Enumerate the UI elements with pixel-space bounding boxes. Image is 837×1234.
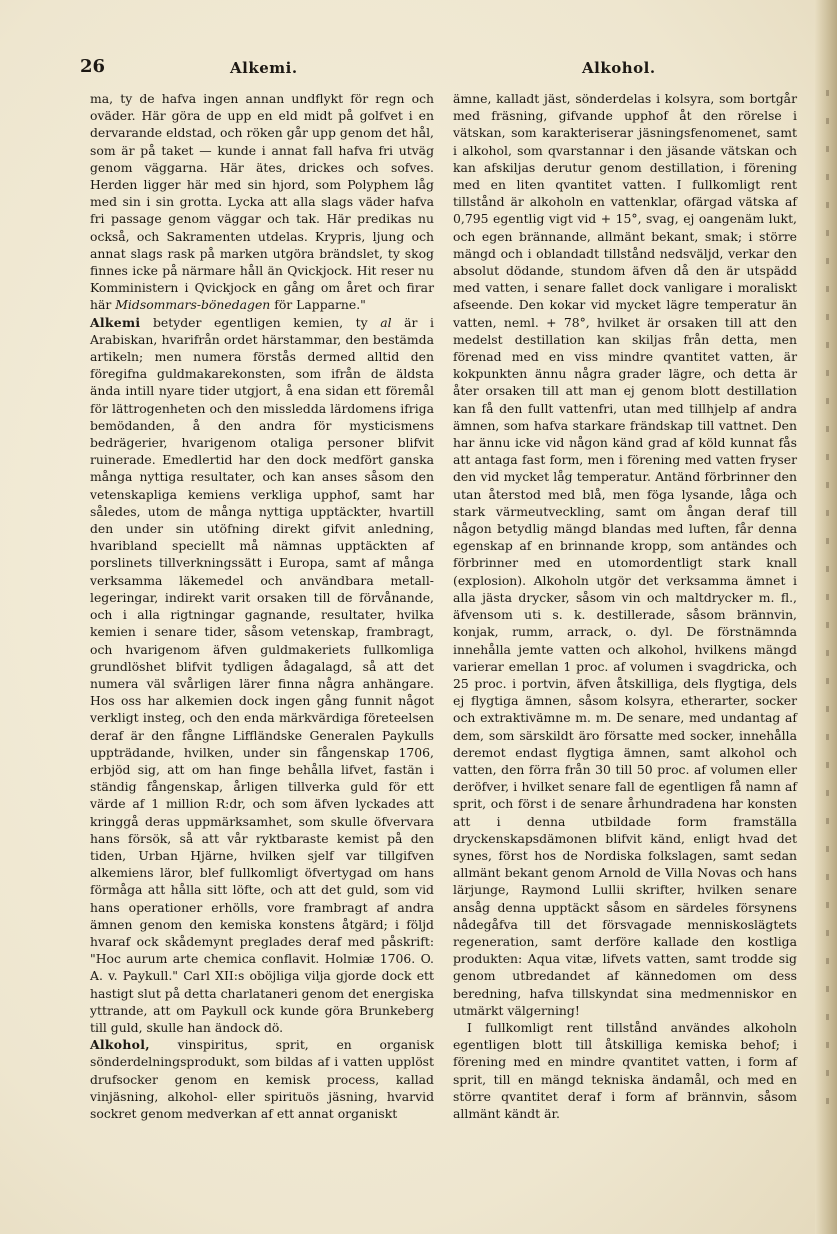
paragraph-text: vinspiritus, sprit, en organisk sönderdelningsprodukt, som bildas af i vatten upplöst drufsocker genom en kemisk process, kallad vinjäsning, alkohol- eller spirituös jäsning, hvarvid sockret genom medverkan af ett annat organiskt (90, 1037, 434, 1121)
right-column (453, 90, 797, 1122)
paragraph-continuation (90, 90, 434, 314)
italic-term: al (380, 314, 392, 330)
paragraph-text: betyder egentligen kemien, ty (153, 314, 368, 330)
left-column (90, 90, 434, 1122)
running-head-right: Alkohol. (582, 59, 656, 77)
entry-alkohol (90, 1036, 434, 1122)
paragraph-text: är i Arabiskan, hvarifrån ordet härstammar, den bestämda artikeln; men numera förstås dermed alltid den föregifna guldmakarekonsten, som ifrån de äldsta ända intill nyare tider utgjort, å ena sidan ett föremål för lättrogenheten och den missledda lärdomens ifriga bemödanden, å den andra för mysticismens bedrägerier, hvarigenom otaliga personer blifvit ruinerade. Emedlertid har den dock medfört ganska många nyttiga resultater, och kan anses såsom den vetenskapliga kemiens verkliga upphof, samt har således, utom de många nyttiga upptäckter, hvartill den under sin utöfning direkt gifvit anledning, hvaribland speciellt må nämnas upptäckten af porslinets tillverkningssätt i Europa, samt af många verksamma läkemedel och användbara metall-legeringar, indirekt varit orsaken till de förvånande, och i alla rigtningar gagnande, resultater, hvilka kemien i senare tider, såsom vetenskap, frambragt, och hvarigenom äfven guldmakeriets fullkomliga grundlöshet blifvit tydligen ådagalagd, så att det numera väl svårligen lärer finna några anhängare. Hos oss har alkemien dock ingen gång funnit något verkligt insteg, och den enda märkvärdiga företeelsen deraf är den fångne Liffländske Generalen Paykulls uppträdande, hvilken, under sin fångenskap 1706, erbjöd sig, att om han finge behålla lifvet, fastän i ständig fångenskap, årligen tillverka guld för ett värde af 1 million R:dr, och som äfven lyckades att kringgå deras uppmärksamhet, som skulle öfvervara hans försök, så att vår ryktbaraste kemist på den tiden, Urban Hjärne, hvilken sjelf var tillgifven alkemiens läror, blef fullkomligt öfvertygad om hans förmåga att hålla sitt löfte, och att det guld, som vid hans operationer erhölls, vore frambragt af andra ämnen genom den kemiska konstens åtgärd; i följd hvaraf ock skådemynt preglades deraf med påskrift: "Hoc aurum arte chemica conflavit. Holmiæ 1706. O. A. v. Paykull." Carl XII:s oböjliga vilja gjorde dock ett hastigt slut på detta charlataneri genom det energiska yttrande, att om Paykull ock kunde göra Brunkeberg till guld, skulle han ändock dö. (90, 314, 434, 1035)
entry-alkemi (90, 314, 434, 1037)
paragraph-continuation: ämne, kalladt jäst, sönderdelas i kolsyra, som bortgår med fräsning, gifvande upphof åt den rörelse i vätskan, som karakteriserar jäsningsfenomenet, samt i alkohol, som qvarstannar i den jäsande vätskan och kan afskiljas derutur genom destillation, i förening med en liten qvantitet vatten. I fullkomligt rent tillstånd är alkoholn en vattenklar, ofärgad vätska af 0,795 egentlig vigt vid + 15°, svag, ej oangenäm lukt, och egen brännande, allmänt bekant, smak; i större mängd och i oblandadt tillstånd nedsväljd, verkar den absolut dödande, stundom äfven då den är utspädd med vatten, i senare fallet dock vanligare i moraliskt afseende. Den kokar vid mycket lägre temperatur än vatten, neml. + 78°, hvilket är orsaken till att den medelst destillation kan skiljas från detta, men förenad med en viss mindre qvantitet vatten, är kokpunkten ännu några grader lägre, och detta är åter orsaken till att man ej genom blott destillation kan få den fullt vattenfri, utan med tillhjelp af andra ämnen, som hafva starkare frändskap till vattnet. Den har ännu icke vid någon känd grad af köld kunnat fås att antaga fast form, men i förening med vatten fryser den vid mycket låg temperatur. Antänd förbrinner den utan återstod med blå, men föga lysande, låga och stark värmeutveckling, samt om ångan deraf till någon betydlig mängd blandas med luften, får denna egenskap af en brinnande kropp, som antändes och förbrinner med en utomordentligt stark knall (explosion). Alkoholn utgör det verksamma ämnet i alla jästa drycker, såsom vin och maltdrycker m. fl., äfvensom uti s. k. destillerade, såsom brännvin, konjak, rumm, arrack, o. dyl. De förstnämnda innehålla jemte vatten och alkohol, hvilkens mängd varierar emellan 1 proc. af volumen i svagdricka, och 25 proc. i portvin, äfven åtskilliga, dels flygtiga, dels ej flygtiga ämnen, såsom kolsyra, etherarter, socker och extraktivämne m. m. De senare, med undantag af dem, som särskildt äro försatte med socker, innehålla deremot endast flygtiga ämnen, samt alkohol och vatten, den förra från 30 till 50 proc. af volumen eller deröfver, i hvilket senare fall de egentligen få namn af sprit, och först i de senare århundradena har konsten att i denna utbildade form framställa dryckenskapsdämonen blifvit känd, enligt hvad det synes, först hos de Nordiska folkslagen, samt sedan allmänt bekant genom Arnold de Villa Novas och hans lärjunge, Raymond Lullii skrifter, hvilken senare ansåg denna upptäckt såsom en särdeles försynens nådegåfva till det försvagade menniskoslägtets regeneration, samt derföre kallade den kostliga produkten: Aqua vitæ, lifvets vatten, samt trodde sig genom utbredandet af kännedomen om dess beredning, hafva tillskyndat sina medmenniskor en utmärkt välgerning! (453, 91, 797, 1018)
paragraph-text: ma, ty de hafva ingen annan undflykt för regn och oväder. Här göra de upp en eld midt på golfvet i en dervarande eldstad, och röken går upp genom det hål, som är på taket — kunde i annat fall hafva fri utväg genom väggarna. Här ätes, drickes och sofves. Herden ligger här med sin hjord, som Polyphem låg med sin i sin grotta. Lycka att alla slags väder hafva fri passage genom väggar och tak. Här predikas nu också, och Sakramenten utdelas. Krypris, ljung och annat slags rask på marken utgöra brändslet, ty skog finnes icke på närmare håll än Qvickjock. Hit reser nu Komministern i Qvickjock en gång om året och firar här (90, 91, 434, 313)
italic-term: Midsommars-bönedagen (115, 297, 271, 313)
headword-alkemi: Alkemi (90, 314, 141, 330)
paragraph: I fullkomligt rent tillstånd användes alkoholn egentligen blott till åtskilliga kemiska behof; i förening med en mindre qvantitet vatten, i form af sprit, till en mängd tekniska ändamål, och med en större qvantitet deraf i form af brännvin, såsom allmänt kändt är. (453, 1019, 797, 1121)
page-bleed-marks (823, 90, 833, 1090)
page-header (80, 56, 820, 86)
headword-alkohol: Alkohol, (90, 1037, 150, 1053)
running-head-left: Alkemi. (230, 59, 298, 77)
paragraph-text: för Lapparne." (274, 297, 366, 313)
page-number: 26 (80, 56, 106, 77)
